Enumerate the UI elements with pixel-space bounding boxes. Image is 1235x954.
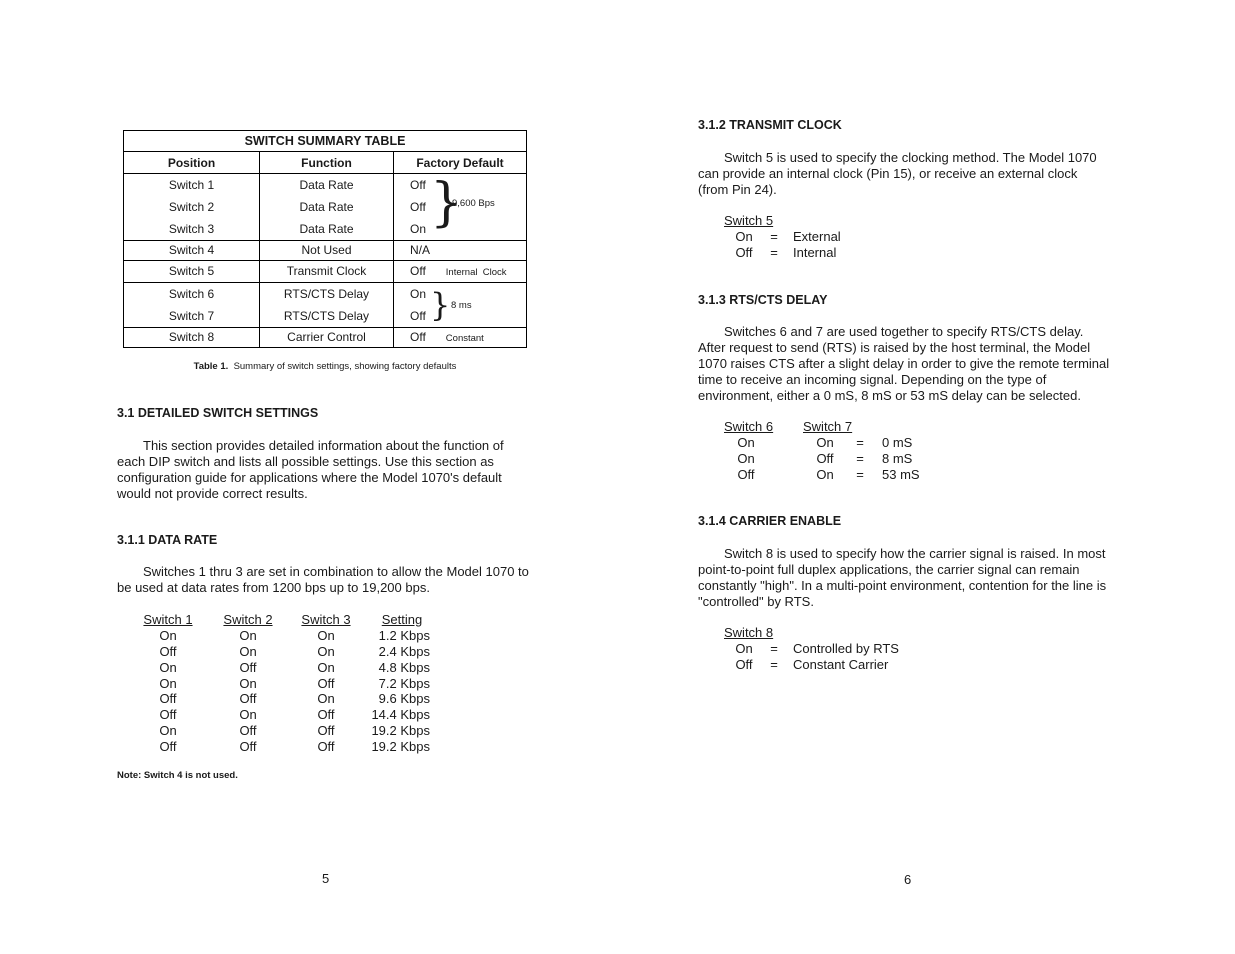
switch-state-cell: Off: [159, 707, 177, 723]
right-brace-icon: }: [430, 173, 464, 233]
switch-state-cell: On: [159, 659, 177, 675]
table-row: [0, 739, 500, 755]
switch-state-cell: Off: [239, 691, 257, 707]
section-paragraph: [698, 546, 1138, 610]
paragraph-line: "controlled" by RTS.: [698, 594, 814, 609]
switch-state-cell: Off: [239, 723, 257, 739]
setting-state: On: [735, 641, 753, 656]
switch-state-cell: On: [239, 675, 257, 691]
default-cell: Off: [410, 309, 426, 323]
paragraph-line: time to receive an incoming signal. Depending on the type of: [698, 372, 1047, 387]
default-value: Off: [410, 330, 426, 344]
equals-sign: =: [770, 657, 778, 672]
setting-cell: 2.4 Kbps: [378, 643, 430, 659]
caption-label: Table 1.: [193, 361, 229, 372]
function-cell: RTS/CTS Delay: [283, 309, 370, 323]
equals-sign: =: [856, 435, 864, 450]
setting-state: On: [735, 229, 753, 244]
switch-state-cell: On: [317, 643, 335, 659]
paragraph-line: Switch 8 is used to specify how the carrier signal is raised. In most: [724, 546, 1106, 561]
paragraph-line: be used at data rates from 1200 bps up to 19,200 bps.: [117, 580, 430, 595]
table-title: SWITCH SUMMARY TABLE: [124, 131, 527, 152]
table-row: [0, 676, 500, 692]
default-cell: [410, 261, 526, 282]
setting-row: [0, 657, 1000, 673]
switch-state-cell: On: [317, 659, 335, 675]
section-paragraph: [117, 564, 557, 596]
position-cell: Switch 7: [168, 309, 215, 323]
setting-cell: 14.4 Kbps: [371, 707, 430, 723]
switch-state-cell: On: [737, 435, 755, 450]
setting-meaning: Controlled by RTS: [793, 641, 899, 656]
switch-state-cell: Off: [159, 643, 177, 659]
section-heading: 3.1 DETAILED SWITCH SETTINGS: [117, 406, 319, 420]
section-heading: 3.1.2 TRANSMIT CLOCK: [698, 118, 842, 132]
position-cell: Switch 8: [168, 330, 215, 344]
function-cell: Data Rate: [299, 222, 354, 236]
section-heading: 3.1.3 RTS/CTS DELAY: [698, 293, 828, 307]
switch-state-cell: Off: [737, 467, 755, 482]
col-header: Switch 6: [724, 419, 774, 434]
switch-state-cell: On: [159, 723, 177, 739]
setting-state: Off: [735, 245, 753, 260]
switch-state-cell: Off: [317, 738, 335, 754]
setting-meaning: Constant Carrier: [793, 657, 889, 672]
setting-cell: 7.2 Kbps: [378, 675, 430, 691]
paragraph-line: configuration guide for applications where the Model 1070's default: [117, 470, 502, 485]
paragraph-line: environment, either a 0 mS, 8 mS or 53 mS delay can be selected.: [698, 388, 1081, 403]
function-cell: Transmit Clock: [286, 264, 367, 278]
setting-row: [0, 229, 900, 245]
table-header-row: [0, 419, 900, 435]
col-header-position: Position: [124, 152, 260, 174]
function-cell: Carrier Control: [287, 330, 366, 344]
switch-state-cell: Off: [317, 675, 335, 691]
table-caption: [123, 361, 527, 372]
switch-state-cell: On: [317, 628, 335, 643]
setting-row: [0, 641, 1000, 657]
col-header: Switch 7: [803, 419, 853, 434]
setting-row: [0, 245, 900, 261]
function-cell: Not Used: [301, 243, 352, 257]
paragraph-line: 1070 raises CTS after a slight delay in order to give the remote terminal: [698, 356, 1110, 371]
page-number: 6: [904, 872, 912, 887]
function-cell: RTS/CTS Delay: [283, 287, 370, 301]
switch-state-cell: On: [239, 707, 257, 723]
paragraph-line: This section provides detailed information about the function of: [143, 438, 504, 453]
setting-cell: 4.8 Kbps: [378, 659, 430, 675]
section-paragraph: [698, 324, 1138, 404]
table-row: [0, 451, 1000, 467]
switch-state-cell: On: [737, 451, 755, 466]
table-row: [124, 283, 527, 328]
table-row: [124, 261, 527, 283]
default-group-note: 9,600 Bps: [452, 198, 495, 209]
equals-sign: =: [770, 229, 778, 244]
setting-cell: 19.2 Kbps: [371, 738, 430, 754]
page-number: 5: [322, 871, 330, 886]
paragraph-line: Switch 5 is used to specify the clocking method. The Model 1070: [724, 150, 1097, 165]
switch-state-cell: Off: [239, 659, 257, 675]
table-row: [0, 435, 1000, 451]
table-row: [0, 707, 500, 723]
col-header: Switch 1: [143, 612, 193, 627]
setting-cell: 9.6 Kbps: [378, 691, 430, 707]
table-row: [124, 328, 527, 348]
switch-state-cell: Off: [317, 707, 335, 723]
paragraph-line: Switches 1 thru 3 are set in combination to allow the Model 1070 to: [143, 564, 529, 579]
default-group-note: Internal Clock: [445, 267, 507, 278]
col-header-factory-default: Factory Default: [394, 152, 527, 174]
setting-state: Off: [735, 657, 753, 672]
default-value: Off: [410, 264, 426, 278]
setting-cell: 19.2 Kbps: [371, 723, 430, 739]
paragraph-line: would not provide correct results.: [117, 486, 308, 501]
table-row: [0, 723, 500, 739]
default-cell: [410, 328, 526, 347]
setting-header: Switch 8: [724, 625, 774, 640]
setting-meaning: External: [793, 229, 841, 244]
caption-text: Summary of switch settings, showing factory defaults: [233, 361, 457, 372]
position-cell: Switch 6: [168, 287, 215, 301]
position-cell: Switch 5: [168, 264, 215, 278]
paragraph-line: Switches 6 and 7 are used together to specify RTS/CTS delay.: [724, 324, 1084, 339]
default-cell: Off: [410, 178, 426, 192]
default-group-note: Constant: [445, 333, 484, 344]
paragraph-line: can provide an internal clock (Pin 15), or receive an external clock: [698, 166, 1078, 181]
table-header-row: [0, 612, 500, 628]
equals-sign: =: [856, 467, 864, 482]
paragraph-line: each DIP switch and lists all possible settings. Use this section as: [117, 454, 494, 469]
col-header-function: Function: [260, 152, 394, 174]
col-header: Setting: [381, 612, 423, 627]
switch-state-cell: Off: [159, 738, 177, 754]
setting-cell: 1.2 Kbps: [378, 628, 430, 643]
switch-state-cell: On: [159, 675, 177, 691]
switch-state-cell: On: [159, 628, 177, 643]
setting-header: Switch 5: [724, 213, 774, 228]
switch-state-cell: On: [816, 467, 834, 482]
paragraph-line: After request to send (RTS) is raised by the host terminal, the Model: [698, 340, 1091, 355]
col-header: Switch 2: [223, 612, 273, 627]
section-heading: 3.1.1 DATA RATE: [117, 533, 218, 547]
note: Note: Switch 4 is not used.: [117, 770, 238, 781]
default-cell: On: [410, 287, 427, 301]
default-cell: Off: [410, 200, 426, 214]
section-heading: 3.1.4 CARRIER ENABLE: [698, 514, 842, 528]
paragraph-line: point-to-point full duplex applications, the carrier signal can remain: [698, 562, 1080, 577]
right-brace-icon: }: [430, 286, 451, 324]
switch-state-cell: On: [239, 643, 257, 659]
position-cell: Switch 1: [168, 178, 215, 192]
switch-state-cell: On: [317, 691, 335, 707]
col-header: Switch 3: [301, 612, 351, 627]
position-cell: Switch 3: [168, 222, 215, 236]
position-cell: Switch 2: [168, 200, 215, 214]
switch-state-cell: Off: [239, 738, 257, 754]
default-cell: On: [410, 222, 427, 236]
switch-state-cell: On: [816, 435, 834, 450]
switch-state-cell: On: [239, 628, 257, 643]
equals-sign: =: [856, 451, 864, 466]
table-row: [0, 467, 1000, 483]
section-paragraph: [698, 150, 1138, 198]
default-cell: N/A: [410, 243, 431, 257]
equals-sign: =: [770, 641, 778, 656]
paragraph-line: (from Pin 24).: [698, 182, 777, 197]
delay-value: 53 mS: [882, 467, 920, 482]
delay-value: 0 mS: [882, 435, 913, 450]
switch-state-cell: Off: [317, 723, 335, 739]
delay-value: 8 mS: [882, 451, 913, 466]
switch-state-cell: Off: [159, 691, 177, 707]
default-group-note: 8 ms: [451, 300, 472, 311]
function-cell: Data Rate: [299, 178, 354, 192]
position-cell: Switch 4: [168, 243, 215, 257]
equals-sign: =: [770, 245, 778, 260]
paragraph-line: constantly "high". In a multi-point environment, contention for the line is: [698, 578, 1107, 593]
switch-state-cell: Off: [816, 451, 834, 466]
setting-meaning: Internal: [793, 245, 837, 260]
function-cell: Data Rate: [299, 200, 354, 214]
table-row: [0, 691, 500, 707]
